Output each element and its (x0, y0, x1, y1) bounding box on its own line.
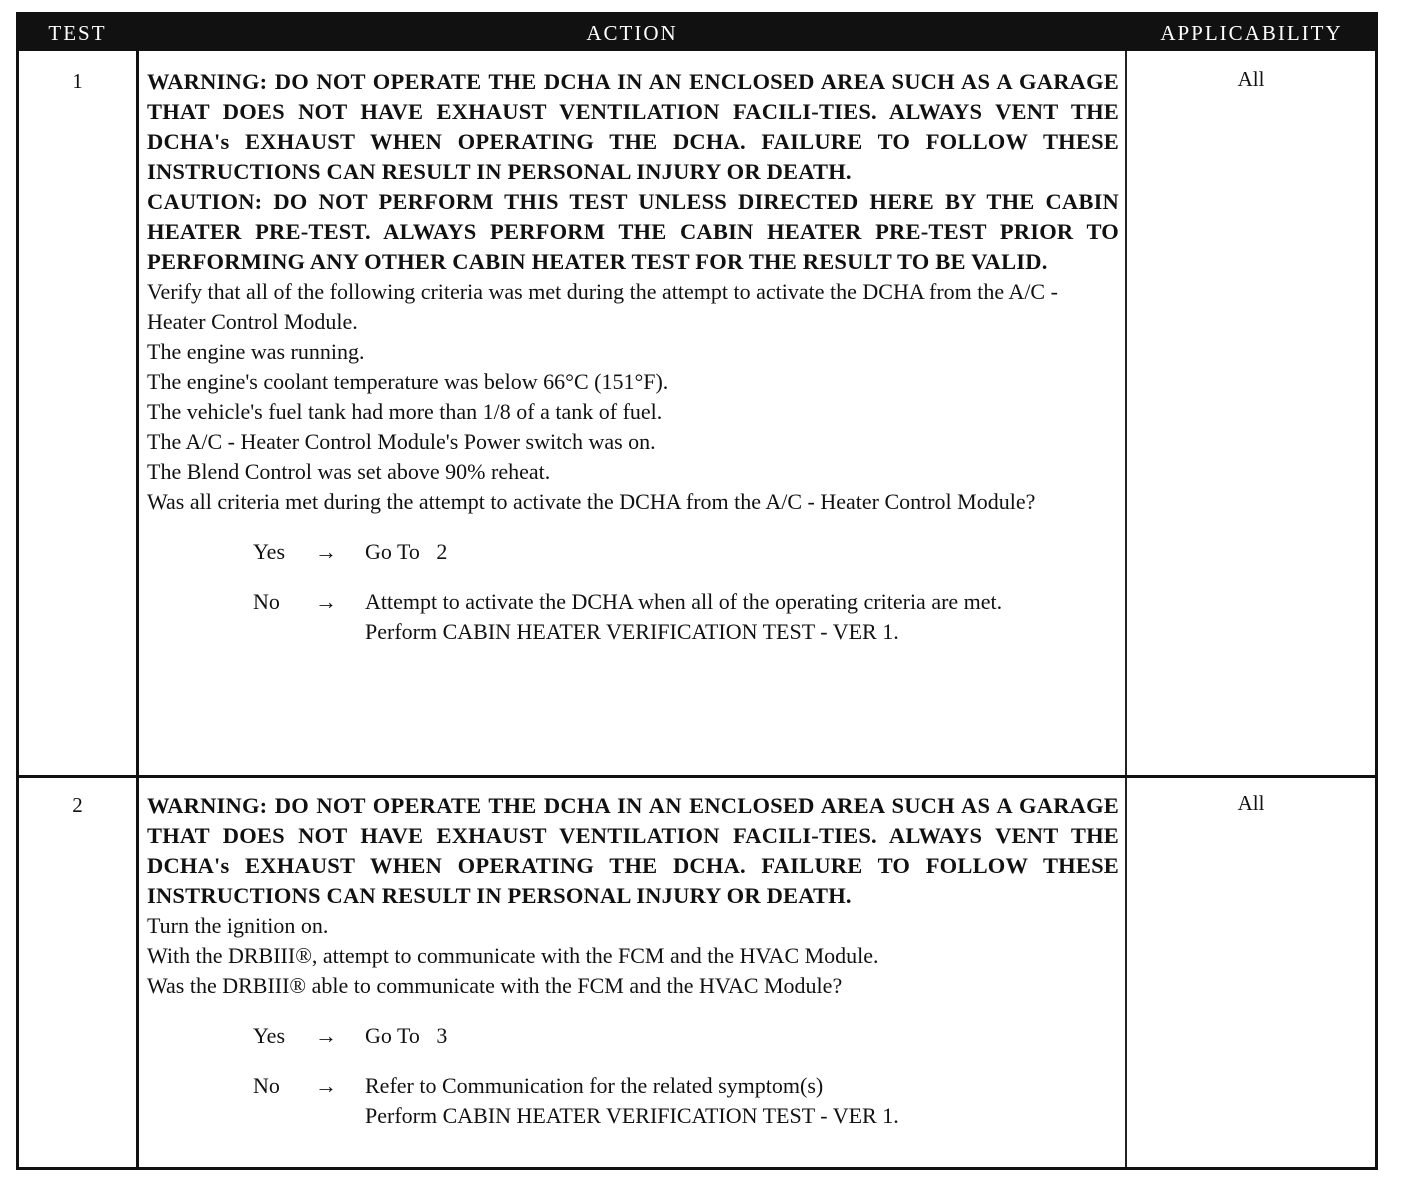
right-arrow-icon: → (315, 589, 337, 614)
yes-result: Go To 3 (365, 1023, 448, 1048)
question-line: Was all criteria met during the attempt to activate the DCHA from the A/C - Heater Control Module? (147, 489, 1036, 514)
yes-label: Yes (253, 539, 286, 564)
instruction-line: Turn the ignition on. (147, 913, 329, 938)
instruction-line: The engine was running. (147, 339, 365, 364)
instruction-line: The Blend Control was set above 90% reheat. (147, 459, 551, 484)
header-action: ACTION (586, 21, 678, 45)
table-header (19, 15, 1375, 51)
no-result (365, 1071, 1117, 1131)
warning-text: WARNING: DO NOT OPERATE THE DCHA IN AN ENCLOSED AREA SUCH AS A GARAGE THAT DOES NOT HAVE EXHAUST VENTILATION FACILI-TIES. ALWAYS VENT THE DCHA's EXHAUST WHEN OPERATING THE DCHA. FAILURE TO FOLLOW THESE INSTRUCTIONS CAN RESULT IN PERSONAL INJURY OR DEATH. (147, 793, 1119, 908)
no-result-line: Refer to Communication for the related symptom(s) (365, 1073, 824, 1098)
no-result (365, 587, 1117, 647)
diagnostic-test-table (16, 12, 1378, 1170)
no-label: No (253, 1073, 280, 1098)
no-result-line: Attempt to activate the DCHA when all of the operating criteria are met. (365, 589, 1003, 614)
no-result-line: Perform CABIN HEATER VERIFICATION TEST - VER 1. (365, 1103, 899, 1128)
action-cell (147, 67, 1119, 647)
question-line: Was the DRBIII® able to communicate with the FCM and the HVAC Module? (147, 973, 843, 998)
no-response (147, 587, 1119, 647)
header-applicability: APPLICABILITY (1160, 21, 1343, 45)
right-arrow-icon: → (315, 1073, 337, 1098)
no-result-line: Perform CABIN HEATER VERIFICATION TEST - VER 1. (365, 619, 899, 644)
right-arrow-icon: → (315, 1023, 337, 1048)
instruction-line: With the DRBIII®, attempt to communicate with the FCM and the HVAC Module. (147, 943, 879, 968)
right-arrow-icon: → (315, 539, 337, 564)
action-cell (147, 791, 1119, 1131)
test-number: 2 (72, 793, 83, 817)
applicability-value: All (1237, 791, 1265, 815)
column-divider-action (1125, 51, 1127, 1167)
instruction-line: Verify that all of the following criteria was met during the attempt to activate the DCHA from the A/C - Heater Control Module. (147, 279, 1058, 334)
instruction-line: The engine's coolant temperature was below 66°C (151°F). (147, 369, 669, 394)
instruction-line: The A/C - Heater Control Module's Power switch was on. (147, 429, 656, 454)
yes-label: Yes (253, 1023, 286, 1048)
test-number: 1 (72, 69, 83, 93)
header-test: TEST (48, 21, 107, 45)
applicability-value: All (1237, 67, 1265, 91)
instruction-line: The vehicle's fuel tank had more than 1/8 of a tank of fuel. (147, 399, 663, 424)
warning-text: WARNING: DO NOT OPERATE THE DCHA IN AN ENCLOSED AREA SUCH AS A GARAGE THAT DOES NOT HAVE EXHAUST VENTILATION FACILI-TIES. ALWAYS VENT THE DCHA's EXHAUST WHEN OPERATING THE DCHA. FAILURE TO FOLLOW THESE INSTRUCTIONS CAN RESULT IN PERSONAL INJURY OR DEATH. (147, 69, 1119, 184)
yes-result: Go To 2 (365, 539, 448, 564)
yes-response (147, 537, 1119, 567)
row-divider (19, 775, 1375, 778)
column-divider-test (136, 51, 139, 1167)
no-response (147, 1071, 1119, 1131)
no-label: No (253, 589, 280, 614)
caution-text: CAUTION: DO NOT PERFORM THIS TEST UNLESS DIRECTED HERE BY THE CABIN HEATER PRE-TEST. ALWAYS PERFORM THE CABIN HEATER PRE-TEST PRIOR TO PERFORMING ANY OTHER CABIN HEATER TEST FOR THE RESULT TO BE VALID. (147, 189, 1119, 274)
yes-response (147, 1021, 1119, 1051)
